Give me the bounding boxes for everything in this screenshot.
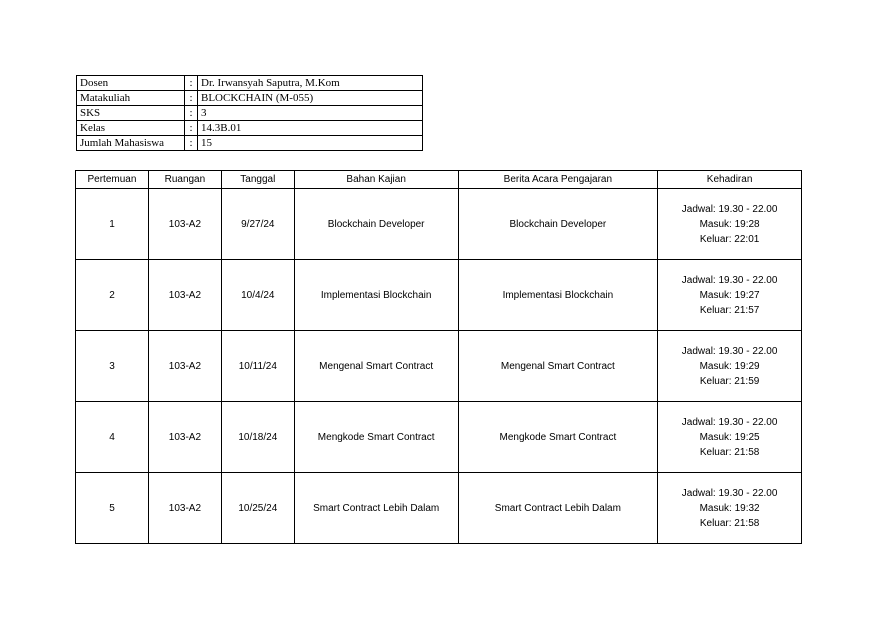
info-value: 14.3B.01 bbox=[198, 121, 423, 136]
table-row bbox=[76, 331, 802, 402]
kehadiran-masuk: Masuk: 19:28 bbox=[699, 218, 760, 230]
kehadiran-jadwal: Jadwal: 19.30 - 22.00 bbox=[681, 203, 778, 215]
header-bahan-kajian: Bahan Kajian bbox=[294, 171, 458, 189]
kehadiran-keluar: Keluar: 21:57 bbox=[699, 304, 760, 316]
info-key: Dosen bbox=[77, 76, 185, 91]
header-tanggal: Tanggal bbox=[221, 171, 294, 189]
cell-ruangan: 103-A2 bbox=[148, 402, 221, 473]
info-separator: : bbox=[185, 91, 198, 106]
cell-bahan-kajian: Mengkode Smart Contract bbox=[294, 402, 458, 473]
info-key: SKS bbox=[77, 106, 185, 121]
table-row bbox=[76, 189, 802, 260]
info-value: BLOCKCHAIN (M-055) bbox=[198, 91, 423, 106]
kehadiran-jadwal: Jadwal: 19.30 - 22.00 bbox=[681, 274, 778, 286]
info-separator: : bbox=[185, 121, 198, 136]
cell-kehadiran bbox=[658, 189, 802, 260]
kehadiran-masuk: Masuk: 19:32 bbox=[699, 502, 760, 514]
cell-berita-acara: Smart Contract Lebih Dalam bbox=[458, 473, 658, 544]
cell-ruangan: 103-A2 bbox=[148, 189, 221, 260]
cell-pertemuan: 4 bbox=[76, 402, 149, 473]
cell-pertemuan: 3 bbox=[76, 331, 149, 402]
kehadiran-jadwal: Jadwal: 19.30 - 22.00 bbox=[681, 345, 778, 357]
table-row bbox=[76, 473, 802, 544]
cell-kehadiran bbox=[658, 402, 802, 473]
cell-kehadiran bbox=[658, 473, 802, 544]
info-value: 15 bbox=[198, 136, 423, 151]
cell-tanggal: 10/25/24 bbox=[221, 473, 294, 544]
info-key: Kelas bbox=[77, 121, 185, 136]
cell-berita-acara: Implementasi Blockchain bbox=[458, 260, 658, 331]
schedule-header-row bbox=[76, 171, 802, 189]
header-kehadiran: Kehadiran bbox=[658, 171, 802, 189]
kehadiran-keluar: Keluar: 21:58 bbox=[699, 446, 760, 458]
info-row-kelas bbox=[77, 121, 423, 136]
cell-kehadiran bbox=[658, 260, 802, 331]
kehadiran-masuk: Masuk: 19:29 bbox=[699, 360, 760, 372]
kehadiran-jadwal: Jadwal: 19.30 - 22.00 bbox=[681, 416, 778, 428]
cell-bahan-kajian: Mengenal Smart Contract bbox=[294, 331, 458, 402]
cell-ruangan: 103-A2 bbox=[148, 473, 221, 544]
info-value: 3 bbox=[198, 106, 423, 121]
cell-tanggal: 10/18/24 bbox=[221, 402, 294, 473]
cell-bahan-kajian: Implementasi Blockchain bbox=[294, 260, 458, 331]
info-row-matakuliah bbox=[77, 91, 423, 106]
cell-ruangan: 103-A2 bbox=[148, 331, 221, 402]
schedule-table bbox=[75, 170, 802, 544]
info-separator: : bbox=[185, 106, 198, 121]
kehadiran-keluar: Keluar: 22:01 bbox=[699, 233, 760, 245]
cell-kehadiran bbox=[658, 331, 802, 402]
kehadiran-masuk: Masuk: 19:27 bbox=[699, 289, 760, 301]
table-row bbox=[76, 260, 802, 331]
header-ruangan: Ruangan bbox=[148, 171, 221, 189]
kehadiran-keluar: Keluar: 21:59 bbox=[699, 375, 760, 387]
cell-berita-acara: Mengenal Smart Contract bbox=[458, 331, 658, 402]
cell-bahan-kajian: Smart Contract Lebih Dalam bbox=[294, 473, 458, 544]
cell-berita-acara: Blockchain Developer bbox=[458, 189, 658, 260]
cell-pertemuan: 5 bbox=[76, 473, 149, 544]
header-berita-acara: Berita Acara Pengajaran bbox=[458, 171, 658, 189]
info-key: Jumlah Mahasiswa bbox=[77, 136, 185, 151]
cell-tanggal: 10/11/24 bbox=[221, 331, 294, 402]
cell-tanggal: 10/4/24 bbox=[221, 260, 294, 331]
cell-pertemuan: 2 bbox=[76, 260, 149, 331]
cell-berita-acara: Mengkode Smart Contract bbox=[458, 402, 658, 473]
cell-ruangan: 103-A2 bbox=[148, 260, 221, 331]
kehadiran-masuk: Masuk: 19:25 bbox=[699, 431, 760, 443]
info-value: Dr. Irwansyah Saputra, M.Kom bbox=[198, 76, 423, 91]
cell-tanggal: 9/27/24 bbox=[221, 189, 294, 260]
info-row-jumlah-mahasiswa bbox=[77, 136, 423, 151]
cell-bahan-kajian: Blockchain Developer bbox=[294, 189, 458, 260]
info-key: Matakuliah bbox=[77, 91, 185, 106]
info-separator: : bbox=[185, 76, 198, 91]
kehadiran-keluar: Keluar: 21:58 bbox=[699, 517, 760, 529]
kehadiran-jadwal: Jadwal: 19.30 - 22.00 bbox=[681, 487, 778, 499]
course-info-table bbox=[76, 75, 423, 151]
table-row bbox=[76, 402, 802, 473]
info-row-dosen bbox=[77, 76, 423, 91]
info-separator: : bbox=[185, 136, 198, 151]
info-row-sks bbox=[77, 106, 423, 121]
cell-pertemuan: 1 bbox=[76, 189, 149, 260]
header-pertemuan: Pertemuan bbox=[76, 171, 149, 189]
